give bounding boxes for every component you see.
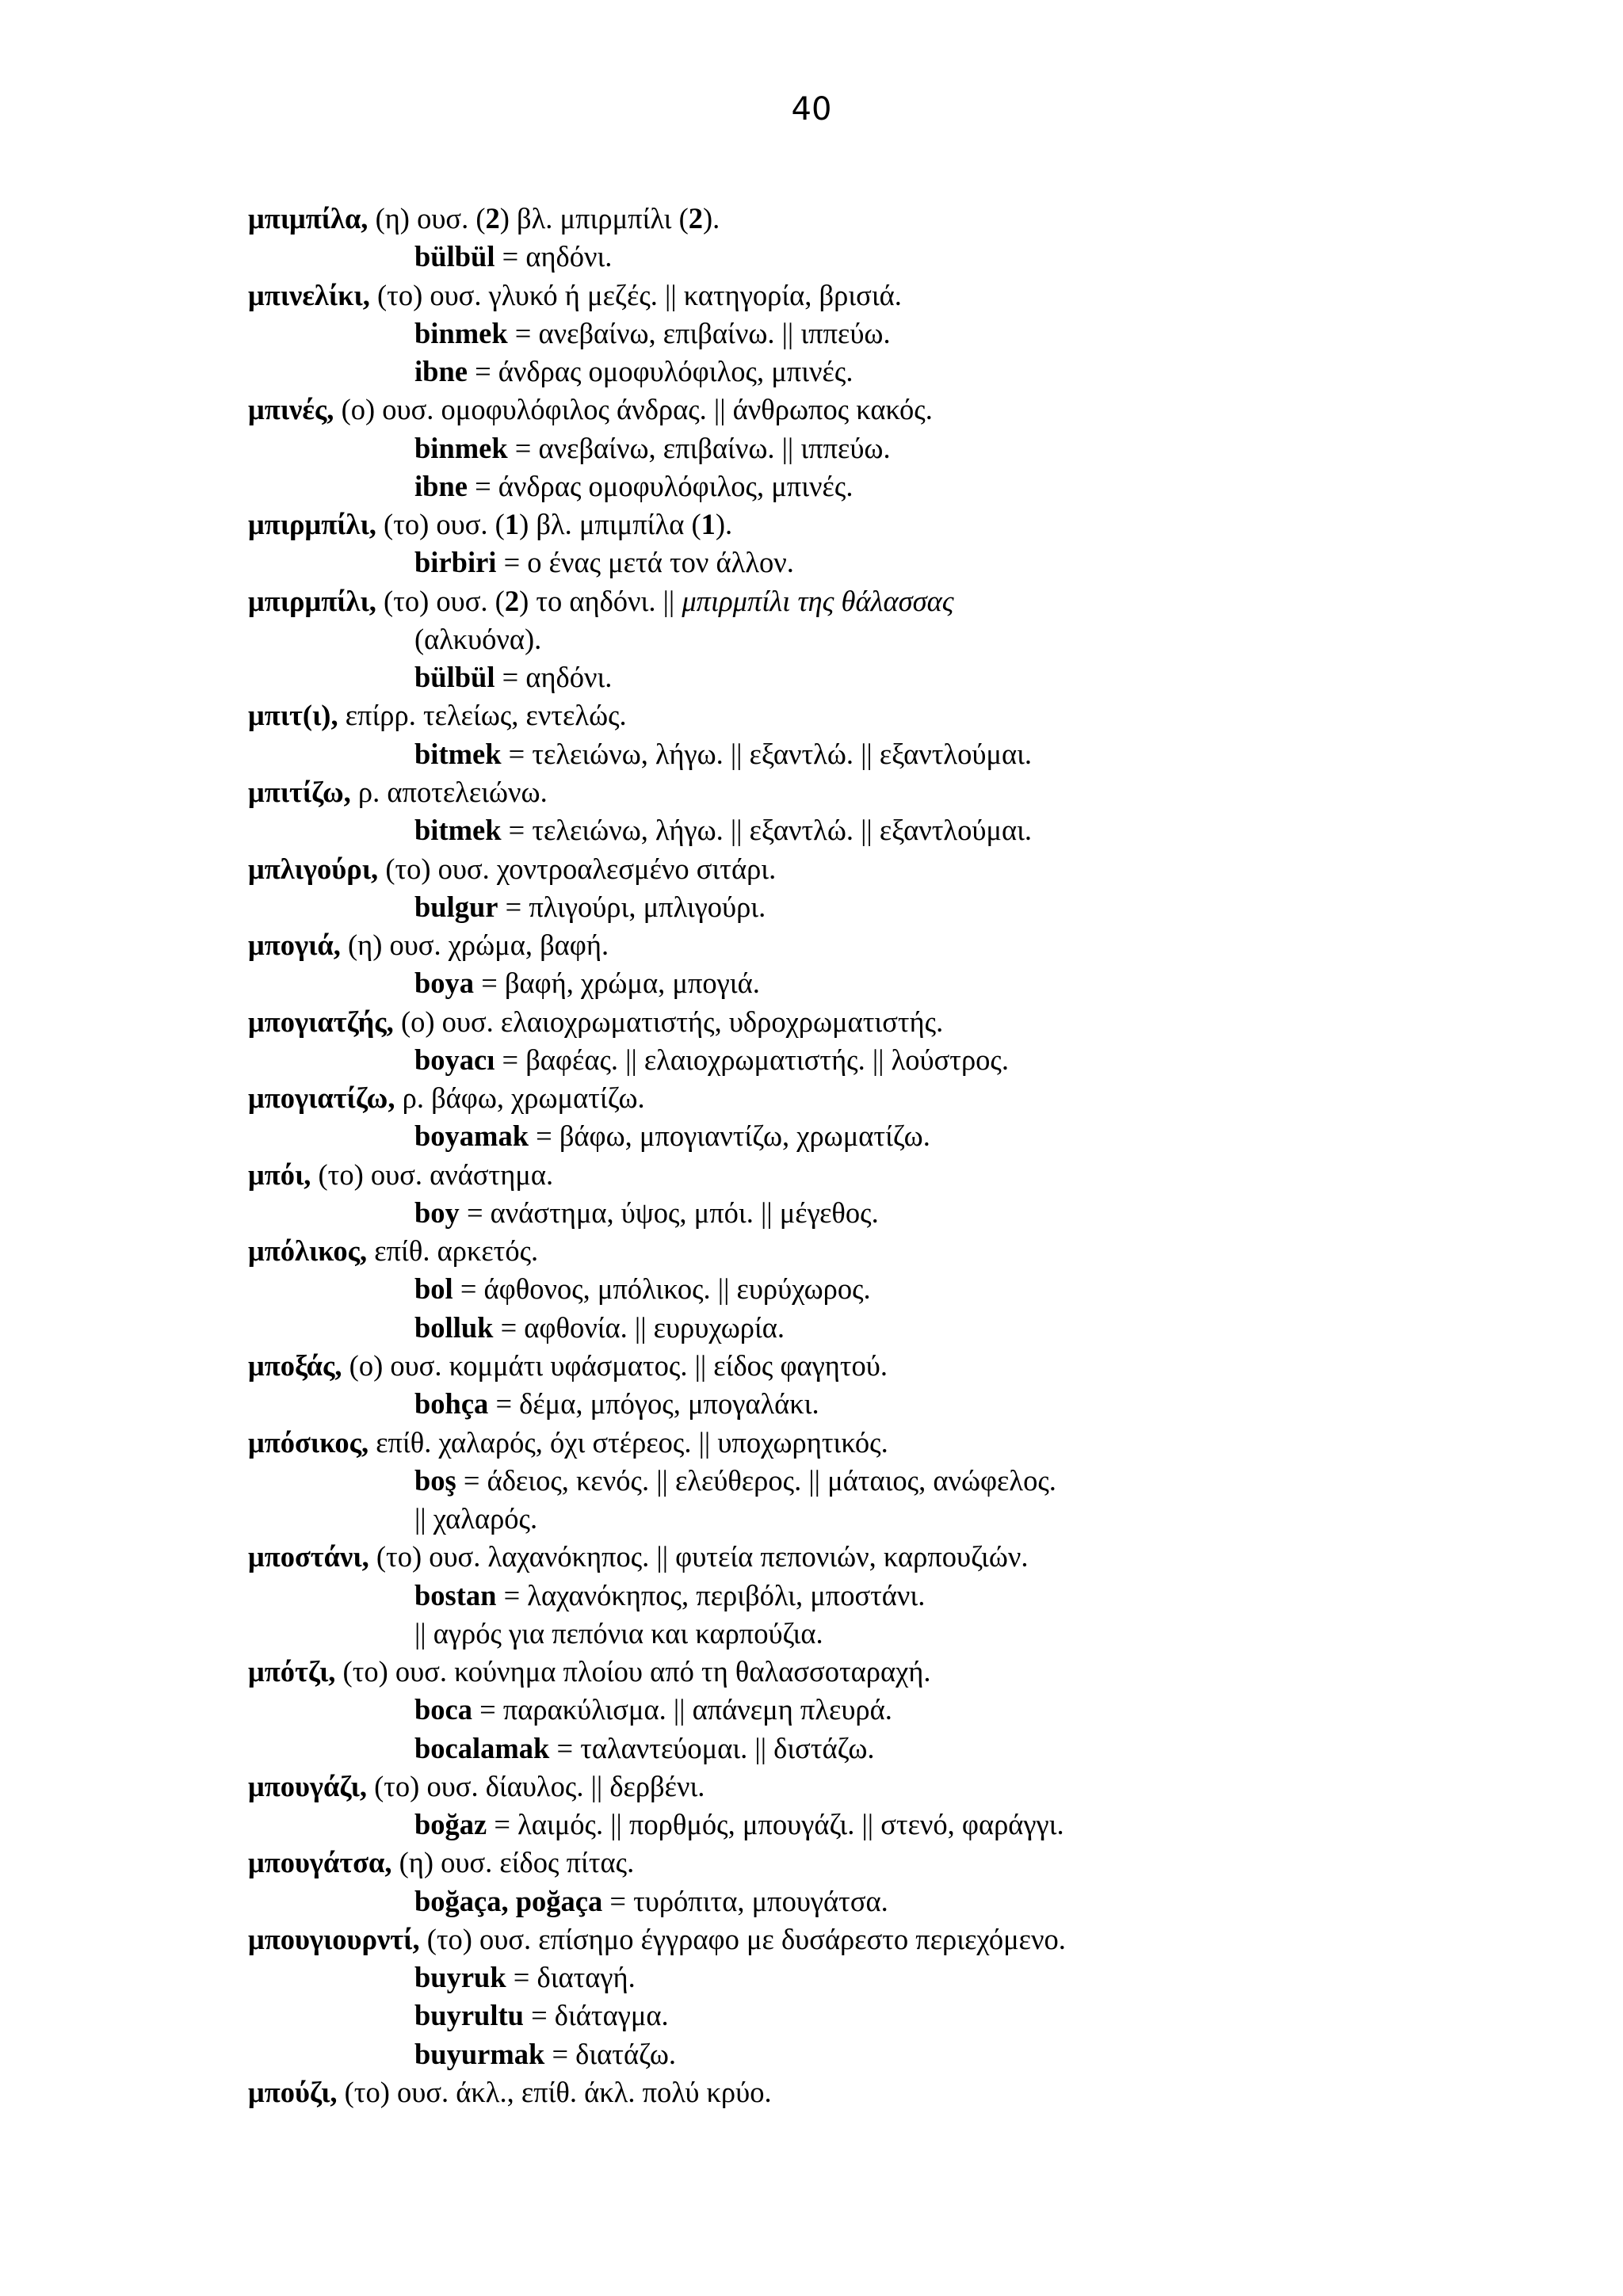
text-segment: (το) ουσ. λαχανόκηπος. || φυτεία πεπονιών, καρπουζιών. <box>369 1540 1029 1573</box>
translation-line <box>248 620 1516 658</box>
entry-line <box>248 1232 1516 1270</box>
turkish-word: bolluk <box>414 1310 494 1344</box>
headword: μπιρμπίλι, <box>248 508 376 541</box>
turkish-word: boğaça, poğaça <box>414 1884 603 1917</box>
text-segment: = αφθονία. || ευρυχωρία. <box>493 1310 785 1344</box>
turkish-word: bitmek <box>414 737 502 770</box>
entry-line <box>248 1424 1516 1462</box>
translation-line <box>248 1806 1516 1844</box>
turkish-word: binmek <box>414 431 508 464</box>
text-segment: = τελειώνω, λήγω. || εξαντλώ. || εξαντλούμαι. <box>501 737 1033 770</box>
headword: μπούζι, <box>248 2076 338 2109</box>
translation-line <box>248 735 1516 773</box>
sense-number: 2 <box>688 202 703 235</box>
text-segment: (αλκυόνα). <box>414 622 542 655</box>
translation-line <box>248 1270 1516 1308</box>
turkish-word: bulgur <box>414 890 498 923</box>
translation-line <box>248 2035 1516 2073</box>
text-segment: = τυρόπιτα, μπουγάτσα. <box>602 1884 888 1917</box>
entry-line <box>248 1156 1516 1194</box>
turkish-word: bitmek <box>414 814 502 847</box>
headword: μπιρμπίλι, <box>248 584 376 617</box>
translation-line <box>248 811 1516 849</box>
text-segment: = λαχανόκηπος, περιβόλι, μποστάνι. <box>496 1578 926 1611</box>
entry-line <box>248 1079 1516 1117</box>
headword: μπινές, <box>248 393 334 426</box>
translation-line <box>248 1385 1516 1423</box>
text-segment: (ο) ουσ. ομοφυλόφιλος άνδρας. || άνθρωπος κακός. <box>334 393 933 426</box>
translation-line <box>248 1041 1516 1079</box>
text-segment: = άφθονος, μπόλικος. || ευρύχωρος. <box>453 1272 871 1306</box>
headword: μπογιά, <box>248 929 341 962</box>
text-segment: (το) ουσ. ανάστημα. <box>311 1158 554 1191</box>
text-segment: (ο) ουσ. ελαιοχρωματιστής, υδροχρωματιστής. <box>393 1005 944 1038</box>
turkish-word: bohça <box>414 1387 489 1421</box>
turkish-word: binmek <box>414 316 508 349</box>
entry-line <box>248 2073 1516 2111</box>
headword: μπλιγούρι, <box>248 852 379 885</box>
text-segment: ) βλ. μπιμπίλα ( <box>519 508 701 541</box>
text-segment: (το) ουσ. ( <box>376 508 505 541</box>
sense-number: 2 <box>485 202 500 235</box>
entry-line <box>248 582 1516 620</box>
translation-line <box>248 1997 1516 2035</box>
text-segment: = παρακύλισμα. || απάνεμη πλευρά. <box>472 1693 892 1726</box>
text-segment: (το) ουσ. κούνημα πλοίου από τη θαλασσοταραχή. <box>335 1655 931 1688</box>
text-segment: = διατάζω. <box>544 2037 677 2070</box>
text-segment: = ανεβαίνω, επιβαίνω. || ιππεύω. <box>507 431 891 464</box>
headword: μπουγιουρντί, <box>248 1922 420 1955</box>
translation-line <box>248 1958 1516 1997</box>
turkish-word: ibne <box>414 469 468 502</box>
turkish-word: bülbül <box>414 240 495 273</box>
text-segment: || αγρός για πεπόνια και καρπούζια. <box>414 1616 823 1650</box>
sense-number: 1 <box>701 508 716 541</box>
text-segment: (το) ουσ. άκλ., επίθ. άκλ. πολύ κρύο. <box>337 2076 772 2109</box>
translation-line <box>248 1117 1516 1155</box>
text-segment: = δέμα, μπόγος, μπογαλάκι. <box>488 1387 819 1421</box>
translation-line <box>248 658 1516 696</box>
dictionary-entries <box>248 200 1516 2111</box>
page-number: 40 <box>791 91 832 128</box>
turkish-word: bol <box>414 1272 453 1306</box>
turkish-word: birbiri <box>414 546 497 579</box>
turkish-word: boca <box>414 1693 472 1726</box>
text-segment: (το) ουσ. χοντροαλεσμένο σιτάρι. <box>378 852 777 885</box>
entry-line <box>248 200 1516 238</box>
turkish-word: boş <box>414 1463 456 1497</box>
text-segment: (η) ουσ. ( <box>368 202 486 235</box>
headword: μπιμπίλα, <box>248 202 369 235</box>
text-segment: = διάταγμα. <box>523 1999 669 2032</box>
text-segment: = ανεβαίνω, επιβαίνω. || ιππεύω. <box>507 316 891 349</box>
sense-number: 2 <box>504 584 520 617</box>
text-segment: (το) ουσ. γλυκό ή μεζές. || κατηγορία, βρισιά. <box>369 278 902 311</box>
text-segment: ). <box>715 508 733 541</box>
text-segment: ) βλ. μπιρμπίλι ( <box>499 202 689 235</box>
turkish-word: buyrultu <box>414 1999 524 2032</box>
turkish-word: boya <box>414 967 475 1000</box>
turkish-word: bülbül <box>414 661 495 694</box>
turkish-word: ibne <box>414 355 468 388</box>
translation-line <box>248 353 1516 391</box>
translation-line <box>248 1615 1516 1653</box>
translation-line <box>248 1882 1516 1920</box>
headword: μπουγάζι, <box>248 1769 367 1802</box>
sense-number: 1 <box>504 508 520 541</box>
translation-line <box>248 1462 1516 1500</box>
entry-line <box>248 696 1516 734</box>
translation-line <box>248 1194 1516 1232</box>
translation-line <box>248 238 1516 276</box>
entry-line <box>248 1768 1516 1806</box>
headword: μπιτ(ι), <box>248 699 338 732</box>
text-segment: = ανάστημα, ύψος, μπόι. || μέγεθος. <box>459 1196 879 1229</box>
example-phrase: μπιρμπίλι της θάλασσας <box>682 584 954 617</box>
headword: μποστάνι, <box>248 1540 369 1573</box>
turkish-word: bocalamak <box>414 1731 550 1764</box>
headword: μπινελίκι, <box>248 278 370 311</box>
text-segment: ) το αηδόνι. || <box>519 584 682 617</box>
turkish-word: buyurmak <box>414 2037 545 2070</box>
translation-line <box>248 467 1516 505</box>
text-segment: = άνδρας ομοφυλόφιλος, μπινές. <box>467 355 854 388</box>
turkish-word: boy <box>414 1196 460 1229</box>
entry-line <box>248 505 1516 543</box>
text-segment: = τελειώνω, λήγω. || εξαντλώ. || εξαντλούμαι. <box>501 814 1033 847</box>
text-segment: = διαταγή. <box>506 1961 636 1994</box>
headword: μπουγάτσα, <box>248 1846 392 1879</box>
translation-line <box>248 1691 1516 1729</box>
turkish-word: boyacı <box>414 1043 495 1076</box>
text-segment: ρ. αποτελειώνω. <box>350 775 548 808</box>
text-segment: = βαφή, χρώμα, μπογιά. <box>474 967 760 1000</box>
entry-line <box>248 1844 1516 1882</box>
text-segment: (το) ουσ. επίσημο έγγραφο με δυσάρεστο περιεχόμενο. <box>419 1922 1066 1955</box>
turkish-word: boğaz <box>414 1808 487 1841</box>
entry-line <box>248 850 1516 888</box>
headword: μπογιατζής, <box>248 1005 394 1038</box>
entry-line <box>248 1920 1516 1958</box>
headword: μπόλικος, <box>248 1234 368 1268</box>
text-segment: = πλιγούρι, μπλιγούρι. <box>498 890 766 923</box>
headword: μπότζι, <box>248 1655 336 1688</box>
text-segment: (η) ουσ. είδος πίτας. <box>391 1846 635 1879</box>
translation-line <box>248 315 1516 353</box>
translation-line <box>248 1500 1516 1538</box>
entry-line <box>248 773 1516 811</box>
text-segment: (ο) ουσ. κομμάτι υφάσματος. || είδος φαγητού. <box>342 1348 888 1382</box>
turkish-word: bostan <box>414 1578 497 1611</box>
text-segment: = αηδόνι. <box>495 661 613 694</box>
entry-line <box>248 1347 1516 1385</box>
text-segment: || χαλαρός. <box>414 1502 538 1535</box>
text-segment: = βάφω, μπογιαντίζω, χρωματίζω. <box>529 1119 930 1153</box>
text-segment: επίθ. αρκετός. <box>367 1234 539 1268</box>
text-segment: = αηδόνι. <box>495 240 613 273</box>
turkish-word: buyruk <box>414 1961 506 1994</box>
entry-line <box>248 926 1516 964</box>
text-segment: επίρρ. τελείως, εντελώς. <box>338 699 627 732</box>
headword: μπιτίζω, <box>248 775 351 808</box>
text-segment: = ταλαντεύομαι. || διστάζω. <box>549 1731 875 1764</box>
translation-line <box>248 1730 1516 1768</box>
headword: μπογιατίζω, <box>248 1081 395 1115</box>
entry-line <box>248 391 1516 429</box>
headword: μπόσικος, <box>248 1425 369 1459</box>
turkish-word: boyamak <box>414 1119 529 1153</box>
headword: μποξάς, <box>248 1348 342 1382</box>
entry-line <box>248 277 1516 315</box>
translation-line <box>248 1577 1516 1615</box>
text-segment: ρ. βάφω, χρωματίζω. <box>395 1081 645 1115</box>
text-segment: = βαφέας. || ελαιοχρωματιστής. || λούστρος. <box>495 1043 1010 1076</box>
translation-line <box>248 1309 1516 1347</box>
headword: μπόι, <box>248 1158 311 1191</box>
text-segment: (το) ουσ. δίαυλος. || δερβένι. <box>366 1769 705 1802</box>
entry-line <box>248 1003 1516 1041</box>
entry-line <box>248 1538 1516 1576</box>
text-segment: (η) ουσ. χρώμα, βαφή. <box>340 929 609 962</box>
text-segment: = άνδρας ομοφυλόφιλος, μπινές. <box>467 469 854 502</box>
text-segment: = ο ένας μετά τον άλλον. <box>496 546 794 579</box>
translation-line <box>248 429 1516 467</box>
text-segment: (το) ουσ. ( <box>376 584 505 617</box>
translation-line <box>248 964 1516 1002</box>
text-segment: = λαιμός. || πορθμός, μπουγάζι. || στενό, φαράγγι. <box>487 1808 1064 1841</box>
text-segment: ). <box>703 202 720 235</box>
text-segment: = άδειος, κενός. || ελεύθερος. || μάταιος, ανώφελος. <box>456 1463 1056 1497</box>
entry-line <box>248 1653 1516 1691</box>
translation-line <box>248 543 1516 582</box>
translation-line <box>248 888 1516 926</box>
text-segment: επίθ. χαλαρός, όχι στέρεος. || υποχωρητικός. <box>369 1425 888 1459</box>
